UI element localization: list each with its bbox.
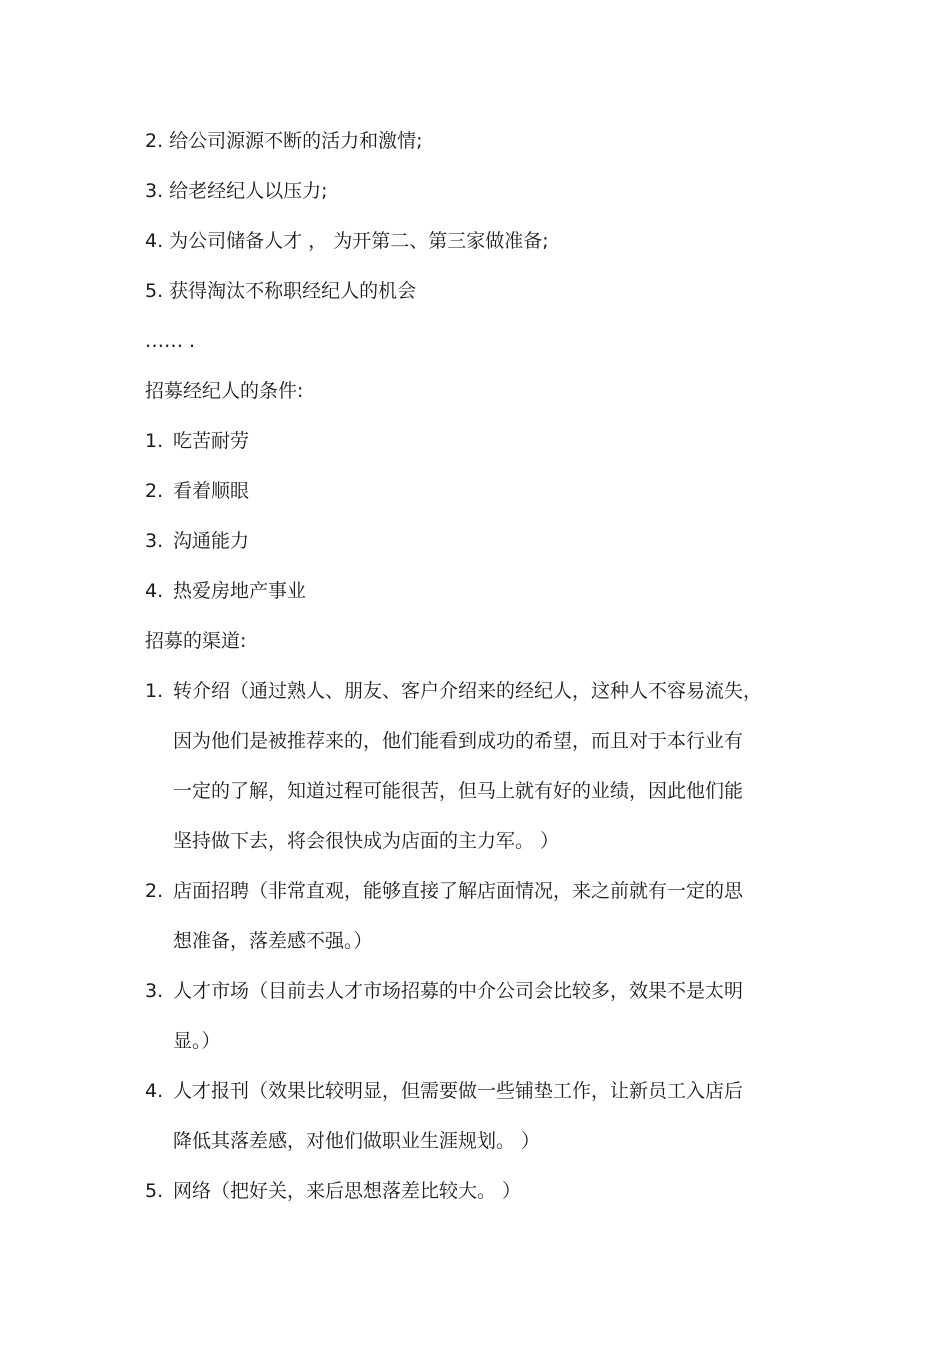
condition-number: 3. [145,530,164,552]
channel-line: 店面招聘（非常直观，能够直接了解店面情况，来之前就有一定的思 [173,880,744,902]
channel-line: 人才市场（目前去人才市场招募的中介公司会比较多，效果不是太明 [173,980,744,1002]
condition-text: 吃苦耐劳 [173,430,250,452]
channel-line: 降低其落差感，对他们做职业生涯规划。 ） [173,1130,541,1152]
channel-number: 2. [145,880,164,902]
condition-text: 看着顺眼 [173,480,250,502]
channel-line: 坚持做下去，将会很快成为店面的主力军。 ） [173,830,560,852]
intro-item-2: 2. 给公司源源不断的活力和激情; [145,130,423,152]
channel-number: 1. [145,680,164,702]
condition-item [145,478,250,504]
channel-line: 一定的了解，知道过程可能很苦，但马上就有好的业绩，因此他们能 [173,780,744,802]
condition-text: 热爱房地产事业 [173,580,307,602]
channel-line: 转介绍（通过熟人、朋友、客户介绍来的经纪人，这种人不容易流失， [173,680,763,702]
channel-line: 想准备，落差感不强。） [173,930,373,952]
condition-number: 1. [145,430,164,452]
condition-text: 沟通能力 [173,530,250,552]
channel-number: 5. [145,1180,164,1202]
channel-line: 显。） [173,1030,221,1052]
channel-line: 人才报刊（效果比较明显，但需要做一些铺垫工作，让新员工入店后 [173,1080,744,1102]
channel-number: 4. [145,1080,164,1102]
channel-line: 因为他们是被推荐来的，他们能看到成功的希望，而且对于本行业有 [173,730,744,752]
condition-item [145,578,307,604]
intro-item-4: 4. 为公司储备人才 ， 为开第二、第三家做准备; [145,230,549,252]
intro-item-3: 3. 给老经纪人以压力; [145,180,328,202]
condition-number: 2. [145,480,164,502]
ellipsis: …… . [145,330,196,352]
conditions-heading: 招募经纪人的条件: [145,380,304,402]
condition-number: 4. [145,580,164,602]
channels-heading: 招募的渠道: [145,630,247,652]
channel-number: 3. [145,980,164,1002]
condition-item [145,428,250,454]
condition-item [145,528,250,554]
intro-item-5: 5. 获得淘汰不称职经纪人的机会 [145,280,417,302]
channel-line: 网络（把好关，来后思想落差比较大。 ） [173,1180,522,1202]
